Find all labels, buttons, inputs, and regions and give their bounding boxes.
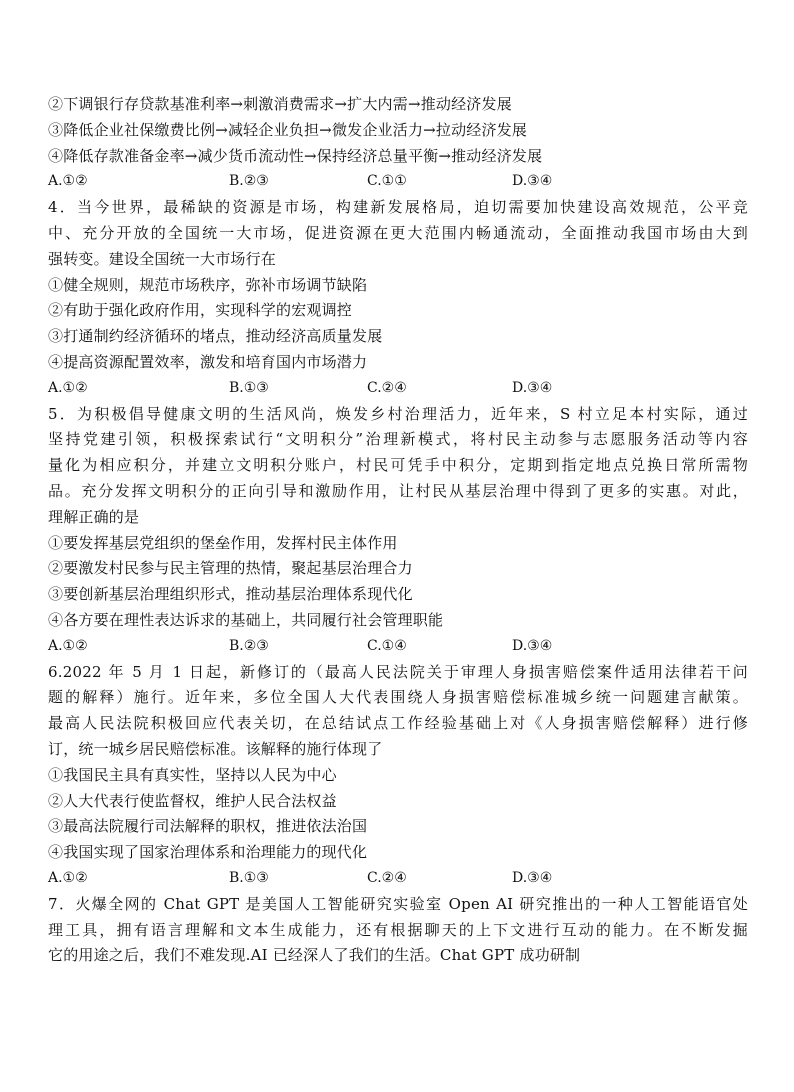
q6-choices (48, 866, 748, 892)
q3-choice-b: B.②③ (229, 173, 269, 190)
q4-stem-line: 强转变。建设全国统一大市场行在 (48, 249, 277, 268)
q3-choice-a: A.①② (48, 173, 88, 190)
q6-stem-line: 题的解释）施行。近年来，多位全国人大代表围绕人身损害赔偿标准城乡统一问题建言献策。 (48, 688, 748, 707)
q6-option-3: ③最高法院履行司法解释的职权，推进依法治国 (48, 817, 368, 836)
q7-stem-line: 理工具，拥有语言理解和文本生成能力，还有根据聊天的上下文进行互动的能力。在不断发掘 (48, 920, 748, 939)
q4-stem-line: 4．当今世界，最稀缺的资源是市场，构建新发展格局，迫切需要加快建设高效规范，公平竞 (48, 198, 748, 217)
q3-choices (48, 169, 748, 195)
q7-stem-line: 7．火爆全网的 Chat GPT 是美国人工智能研究实验室 Open AI 研究推出的一种人工智能语官处 (48, 894, 748, 913)
question-6 (48, 660, 748, 892)
q6-stem-line: 订，统一城乡居民赔偿标准。该解释的施行体现了 (48, 739, 383, 758)
q6-choice-c: C.②④ (367, 869, 407, 886)
q4-choice-d: D.③④ (512, 379, 553, 396)
q5-stem-line: 量化为相应积分，并建立文明积分账户，村民可凭手中积分，定期到指定地点兑换日常所需物 (48, 456, 748, 475)
question-5 (48, 402, 748, 660)
question-3 (48, 92, 748, 195)
q5-choice-c: C.①④ (367, 637, 407, 654)
q3-choice-d: D.③④ (512, 173, 553, 190)
q4-option-4: ④提高资源配置效率，激发和培育国内市场潜力 (48, 352, 368, 371)
q6-option-2: ②人大代表行使监督权，维护人民合法权益 (48, 791, 337, 810)
q5-stem-line: 5．为积极倡导健康文明的生活风尚，焕发乡村治理活力，近年来，S 村立足本村实际，通过 (48, 404, 748, 423)
q4-choices (48, 376, 748, 402)
q5-option-2: ②要激发村民参与民主管理的热情，聚起基层治理合力 (48, 559, 413, 578)
q6-choice-d: D.③④ (512, 869, 553, 886)
q6-option-4: ④我国实现了国家治理体系和治理能力的现代化 (48, 843, 368, 862)
q4-choice-a: A.①② (48, 379, 88, 396)
q4-option-1: ①健全规则，规范市场秩序，弥补市场调节缺陷 (48, 275, 368, 294)
q5-choice-a: A.①② (48, 637, 88, 654)
q5-choice-d: D.③④ (512, 637, 553, 654)
q3-option-3: ③降低企业社保缴费比例→减轻企业负担→微发企业活力→拉动经济发展 (48, 120, 528, 139)
q4-option-3: ③打通制约经济循环的堵点，推动经济高质量发展 (48, 327, 383, 346)
q5-choice-b: B.②③ (229, 637, 269, 654)
q4-choice-b: B.①③ (229, 379, 269, 396)
q3-option-4: ④降低存款准备金率→减少货币流动性→保持经济总量平衡→推动经济发展 (48, 146, 543, 165)
q6-stem-line: 最高人民法院积极回应代表关切，在总结试点工作经验基础上对《人身损害赔偿解释）进行修 (48, 714, 748, 733)
q5-choices (48, 634, 748, 660)
question-4 (48, 195, 748, 401)
q4-option-2: ②有助于强化政府作用，实现科学的宏观调控 (48, 301, 353, 320)
q6-choice-a: A.①② (48, 869, 88, 886)
q4-stem-line: 中、充分开放的全国统一大市场，促进资源在更大范围内畅通流动，全面推动我国市场由大到 (48, 223, 748, 242)
question-7 (48, 892, 748, 969)
q5-option-4: ④各方要在理性表达诉求的基础上，共同履行社会管理职能 (48, 610, 444, 629)
q5-stem-line: 理解正确的是 (48, 507, 140, 526)
q6-choice-b: B.①③ (229, 869, 269, 886)
q7-stem-line: 它的用途之后，我们不难发现.AI 已经深人了我们的生活。Chat GPT 成功研制 (48, 946, 581, 965)
q3-choice-c: C.①① (367, 173, 407, 190)
q5-option-1: ①要发挥基层党组织的堡垒作用，发挥村民主体作用 (48, 533, 398, 552)
exam-page (48, 92, 748, 969)
q5-stem-line: 坚持党建引领，积极探索试行“文明积分”治理新模式，将村民主动参与志愿服务活动等内容 (48, 430, 748, 449)
q6-stem-line: 6.2022 年 5 月 1 日起，新修订的（最高人民法院关于审理人身损害赔偿案件适用法律若干问 (48, 662, 748, 681)
q4-choice-c: C.②④ (367, 379, 407, 396)
q5-stem-line: 品。充分发挥文明积分的正向引导和激励作用，让村民从基层治理中得到了更多的实惠。对此， (48, 481, 748, 500)
q5-option-3: ③要创新基层治理组织形式，推动基层治理体系现代化 (48, 585, 413, 604)
q3-option-2: ②下调银行存贷款基准利率→刺激消费需求→扩大内需→推动经济发展 (48, 95, 512, 113)
q6-option-1: ①我国民主具有真实性，坚持以人民为中心 (48, 765, 337, 784)
